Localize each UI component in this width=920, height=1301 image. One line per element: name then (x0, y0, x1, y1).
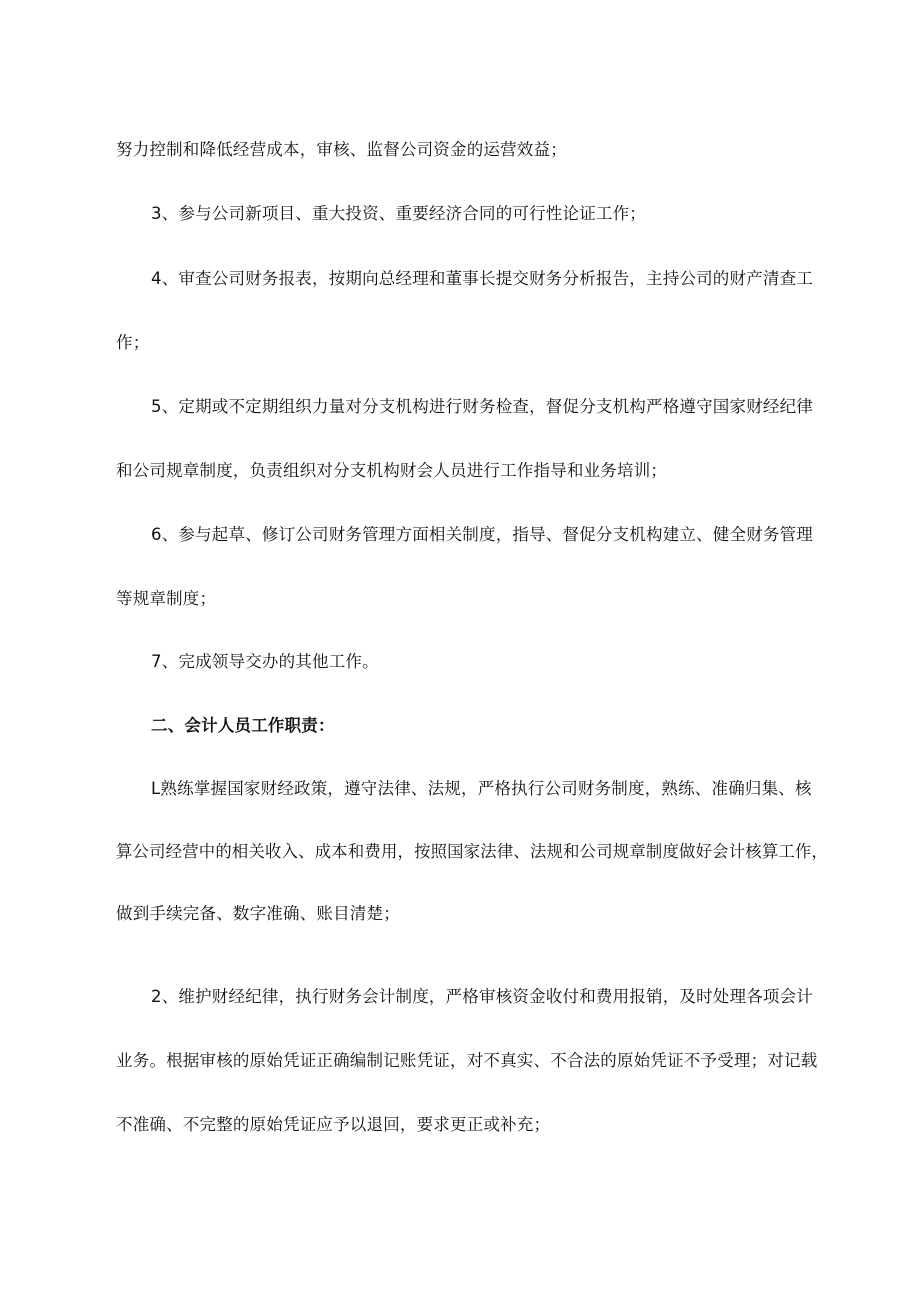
paragraph-line: 5、定期或不定期组织力量对分支机构进行财务检查，督促分支机构严格遵守国家财经纪律 (151, 397, 813, 416)
paragraph-line: 算公司经营中的相关收入、成本和费用，按照国家法律、法规和公司规章制度做好会计核算工作， (116, 842, 829, 861)
paragraph-line: 6、参与起草、修订公司财务管理方面相关制度，指导、督促分支机构建立、健全财务管理 (151, 525, 813, 544)
paragraph-line: 等规章制度； (116, 589, 217, 608)
paragraph-line: 4、审查公司财务报表，按期向总经理和董事长提交财务分析报告，主持公司的财产清查工 (151, 269, 813, 288)
section-heading: 二、会计人员工作职责： (151, 716, 335, 735)
paragraph-line: 3、参与公司新项目、重大投资、重要经济合同的可行性论证工作； (151, 204, 646, 223)
paragraph-line: 和公司规章制度，负责组织对分支机构财会人员进行工作指导和业务培训； (116, 461, 668, 480)
paragraph-line: 7、完成领导交办的其他工作。 (151, 652, 379, 671)
paragraph-line: 2、维护财经纪律，执行财务会计制度，严格审核资金收付和费用报销，及时处理各项会计 (151, 987, 813, 1006)
paragraph-line: L熟练掌握国家财经政策，遵守法律、法规，严格执行公司财务制度，熟练、准确归集、核 (151, 779, 812, 798)
paragraph-line: 业务。根据审核的原始凭证正确编制记账凭证，对不真实、不合法的原始凭证不予受理；对记载 (116, 1051, 818, 1070)
paragraph-line: 努力控制和降低经营成本，审核、监督公司资金的运营效益； (116, 140, 567, 159)
paragraph-line: 做到手续完备、数字准确、账目清楚； (116, 904, 400, 923)
paragraph-line: 不准确、不完整的原始凭证应予以退回，要求更正或补充； (116, 1115, 551, 1134)
paragraph-line: 作； (116, 333, 150, 352)
